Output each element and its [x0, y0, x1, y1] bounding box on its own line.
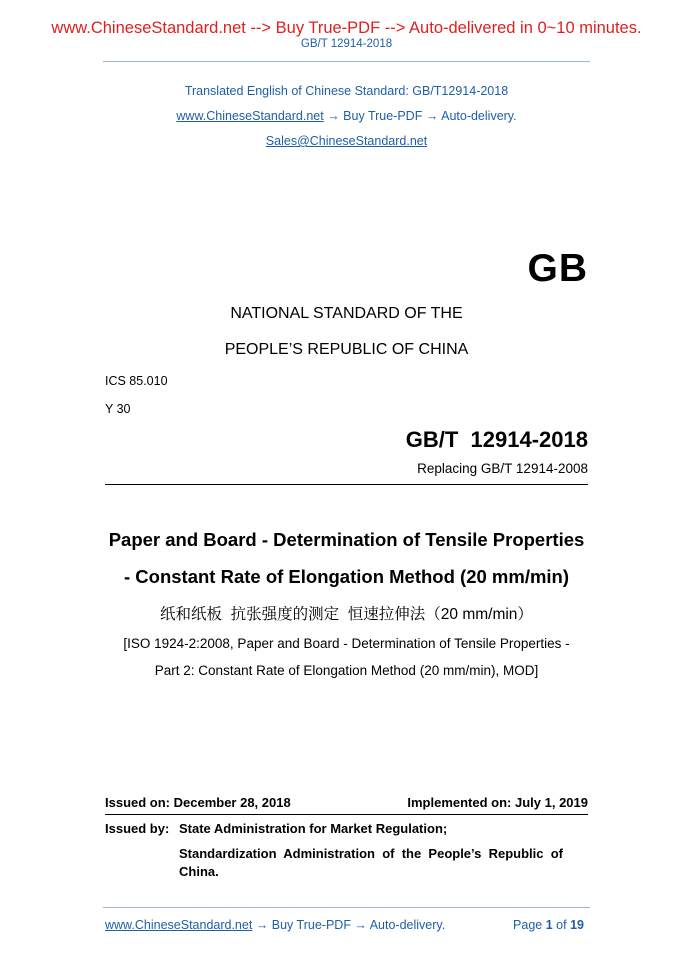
footer-divider: [103, 907, 590, 908]
ccs-code: Y 30: [105, 402, 131, 416]
dates-divider: [105, 814, 588, 815]
email-row: [0, 134, 693, 148]
of-label: of: [556, 918, 567, 932]
issuer-line3: China.: [179, 864, 219, 879]
ics-code: ICS 85.010: [105, 374, 168, 388]
title-divider: [105, 484, 588, 485]
footer-site-link[interactable]: www.ChineseStandard.net: [105, 918, 253, 932]
footer-links: [105, 918, 445, 932]
replacing-standard: Replacing GB/T 12914-2008: [417, 461, 588, 476]
issued-date: Issued on: December 28, 2018: [105, 795, 291, 810]
issuer-line1: State Administration for Market Regulation;: [179, 821, 448, 836]
translated-note: Translated English of Chinese Standard: GB/T12914-2018: [184, 84, 509, 98]
issued-by-label: Issued by:: [105, 821, 170, 836]
page-number: 1: [545, 918, 553, 932]
iso-reference-line2: Part 2: Constant Rate of Elongation Method (20 mm/min), MOD]: [154, 663, 539, 678]
iso-reference-line1: [ISO 1924-2:2008, Paper and Board - Determination of Tensile Properties -: [123, 636, 570, 651]
footer-buy-text: → Buy True-PDF → Auto-delivery.: [255, 918, 446, 932]
page-indicator: [470, 918, 584, 932]
page-total: 19: [570, 918, 584, 932]
promo-banner[interactable]: www.ChineseStandard.net --> Buy True-PDF --> Auto-delivered in 0~10 minutes.: [51, 19, 642, 37]
gb-logo: GB: [527, 247, 588, 290]
issuer-line2: Standardization Administration of the People’s Republic of: [179, 846, 564, 861]
header-links-row: [0, 109, 693, 123]
national-standard-line2: PEOPLE’S REPUBLIC OF CHINA: [224, 341, 469, 358]
sales-email-link[interactable]: Sales@ChineseStandard.net: [265, 134, 428, 148]
buy-pdf-text: → Buy True-PDF → Auto-delivery.: [327, 109, 517, 123]
implemented-date: Implemented on: July 1, 2019: [407, 795, 588, 810]
document-title-line1: Paper and Board - Determination of Tensile Properties: [108, 529, 585, 550]
page-label: Page: [513, 918, 543, 932]
header-divider: [103, 61, 590, 62]
national-standard-line1: NATIONAL STANDARD OF THE: [230, 305, 463, 322]
chinese-title: 纸和纸板 抗张强度的测定 恒速拉伸法（20 mm/min）: [160, 606, 533, 623]
document-title-line2: - Constant Rate of Elongation Method (20 mm/min): [123, 566, 570, 587]
site-link[interactable]: www.ChineseStandard.net: [176, 109, 324, 123]
standard-number: GB/T 12914-2018: [405, 427, 588, 452]
header-standard-code: GB/T 12914-2018: [300, 38, 393, 50]
